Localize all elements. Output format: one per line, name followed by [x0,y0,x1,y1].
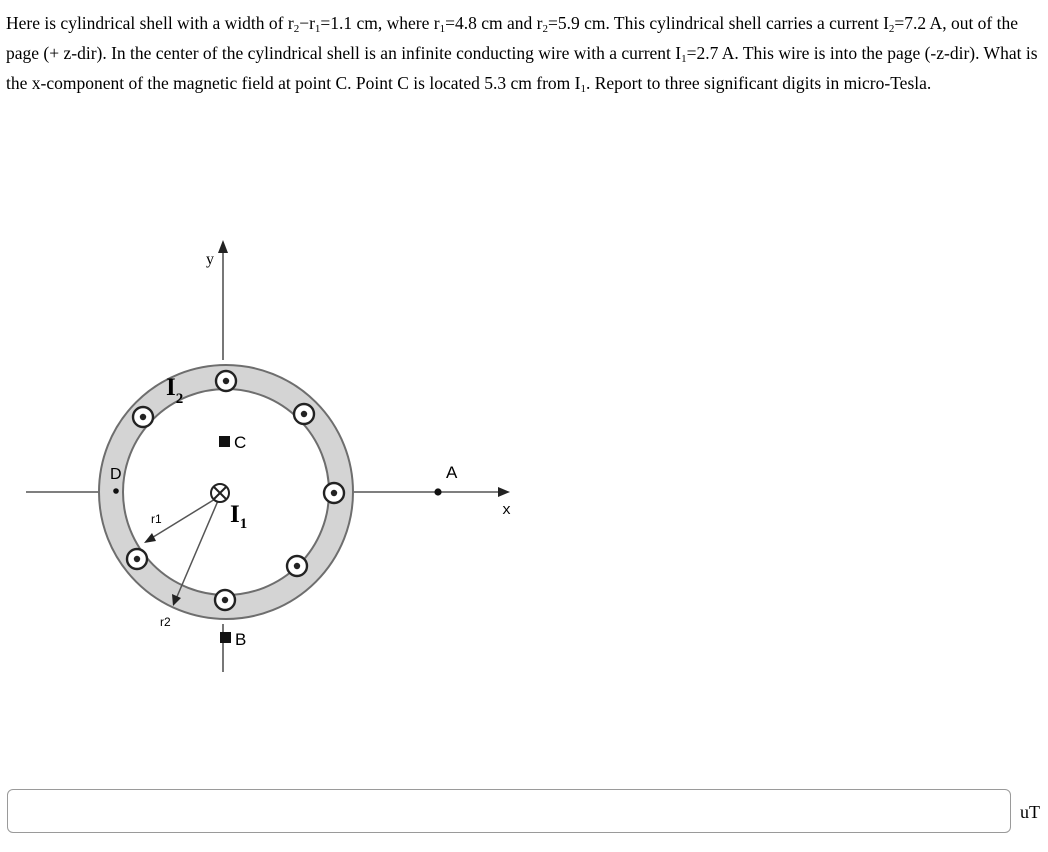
current-out-of-page-icon [133,407,153,427]
label-d: D [110,466,122,483]
unit-label: uT [1020,802,1040,822]
point-b-marker [220,632,231,643]
label-a: A [446,463,458,482]
current-out-of-page-icon [215,590,235,610]
current-out-of-page-icon [294,404,314,424]
current-out-of-page-icon [216,371,236,391]
label-r1: r1 [151,512,162,526]
r1-arrowhead [144,533,156,543]
point-c-marker [219,436,230,447]
cylindrical-shell-figure [20,236,520,676]
label-b: B [235,630,247,649]
current-out-of-page-icon [287,556,307,576]
label-i2: $I_2$ [166,374,184,407]
current-out-of-page-icon [324,483,344,503]
point-a-marker [434,488,441,495]
point-d-marker [113,488,119,494]
y-axis-arrowhead [218,240,228,253]
answer-input[interactable] [7,789,1011,833]
label-i1: $I_1$ [230,501,248,532]
label-c: C [234,433,247,452]
current-out-of-page-icon [127,549,147,569]
label-x-axis: x [502,502,512,519]
r2-radius-line [176,496,220,599]
label-r2: r2 [160,615,171,629]
current-into-page-icon [211,484,229,502]
question-text: Here is cylindrical shell with a width of $r_2-r_1=1.1$ cm, where $r_1=4.8$ cm and $r_2=5.9$ cm. This cylindrical shell carries a current $I_2=7.2$ A, out of the page (+ z-dir). In the center of the cylindrical shell is an infinite conducting wire with a current $I_1=2.7$ A. This wire is into the page (-z-dir). What is the x-component of the magnetic field at point C. Point C is located 5.3 cm from $I_1$. Report to three significant digits in micro-Tesla. [6,13,1038,95]
x-axis-arrowhead [498,487,510,497]
label-y-axis: y [206,251,214,268]
